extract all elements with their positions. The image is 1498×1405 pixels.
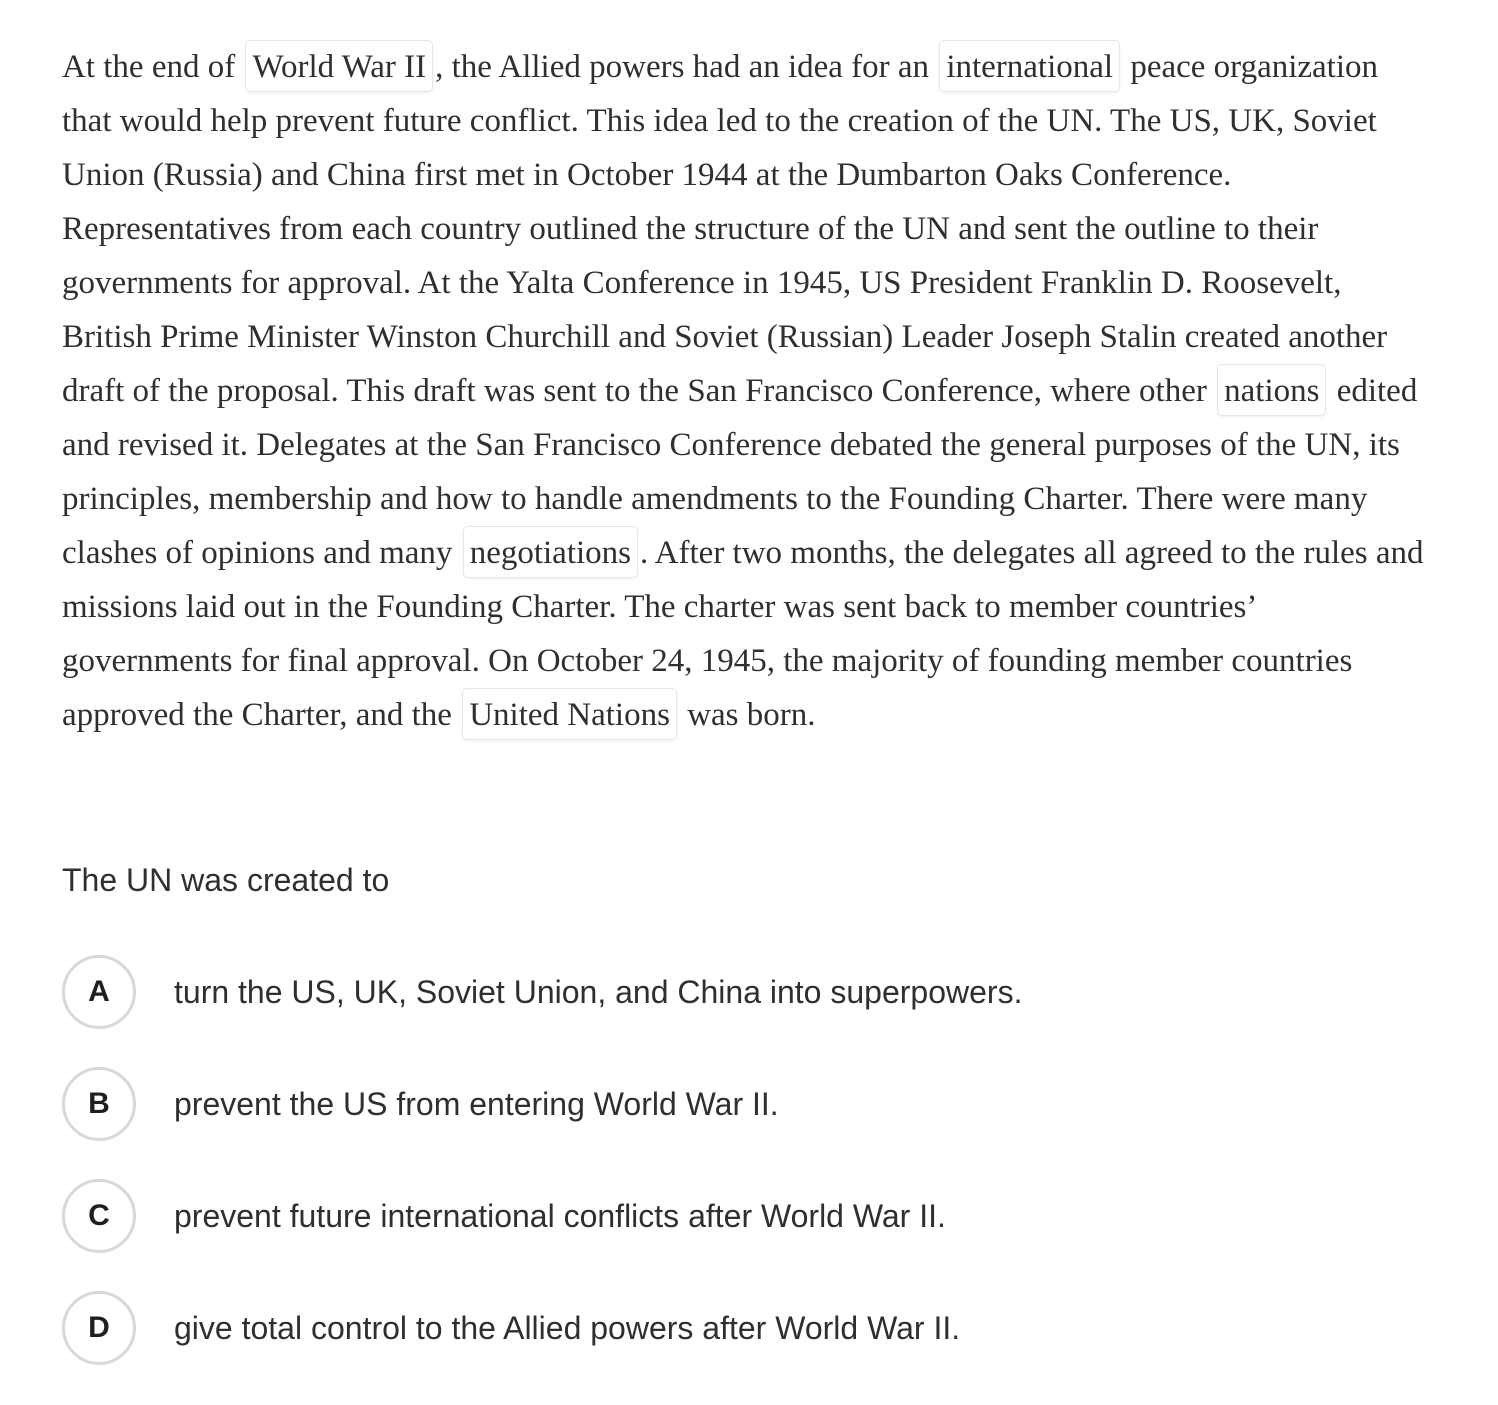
choice-text[interactable]: prevent the US from entering World War II. <box>174 1085 779 1122</box>
choice-text[interactable]: prevent future international conflicts after World War II. <box>174 1197 946 1234</box>
vocab-term-united-nations[interactable]: United Nations <box>462 688 677 740</box>
passage-text: , the Allied powers had an idea for an <box>435 49 938 85</box>
answer-choice-c[interactable] <box>62 1176 1442 1256</box>
passage-text: peace organization that would help prevent future conflict. This idea led to the creation of the UN. The US, UK, Soviet Union (Russia) and China first met in October 1944 at the Dumbarton Oaks Conference. Representatives from each country outlined the structure of the UN and sent the outline to their governments for approval. At the Yalta Conference in 1945, US President Franklin D. Roosevelt, British Prime Minister Winston Churchill and Soviet (Russian) Leader Joseph Stalin created another draft of the proposal. This draft was sent to the San Francisco Conference, where other <box>62 49 1388 409</box>
answer-choice-a[interactable] <box>62 952 1442 1032</box>
answer-choice-b[interactable] <box>62 1064 1442 1144</box>
answer-choices <box>62 952 1442 1400</box>
choice-letter-badge[interactable]: A <box>62 955 136 1029</box>
passage-text: . After two months, the delegates all agreed to the rules and missions laid out in the Founding Charter. The charter was sent back to member countries’ governments for final approval. On October 24, 1945, the majority of founding member countries approved the Charter, and the <box>62 535 1424 733</box>
vocab-term-negotiations[interactable]: negotiations <box>463 526 638 578</box>
choice-letter-badge[interactable]: B <box>62 1067 136 1141</box>
choice-letter-badge[interactable]: C <box>62 1179 136 1253</box>
vocab-term-international[interactable]: international <box>939 40 1120 92</box>
choice-text[interactable]: give total control to the Allied powers after World War II. <box>174 1309 961 1346</box>
question-stem: The UN was created to <box>62 862 390 898</box>
vocab-term-world-war-ii[interactable]: World War II <box>245 40 433 92</box>
vocab-term-nations[interactable]: nations <box>1217 364 1326 416</box>
passage-text: edited and revised it. Delegates at the San Francisco Conference debated the general purposes of the UN, its principles, membership and how to handle amendments to the Founding Charter. There were many clashes of opinions and many <box>62 373 1418 571</box>
passage-text: was born. <box>678 697 816 733</box>
passage-text: At the end of <box>62 49 244 85</box>
answer-choice-d[interactable] <box>62 1288 1442 1368</box>
choice-letter-badge[interactable]: D <box>62 1291 136 1365</box>
choice-text[interactable]: turn the US, UK, Soviet Union, and China into superpowers. <box>174 973 1023 1010</box>
reading-passage <box>62 40 1432 742</box>
